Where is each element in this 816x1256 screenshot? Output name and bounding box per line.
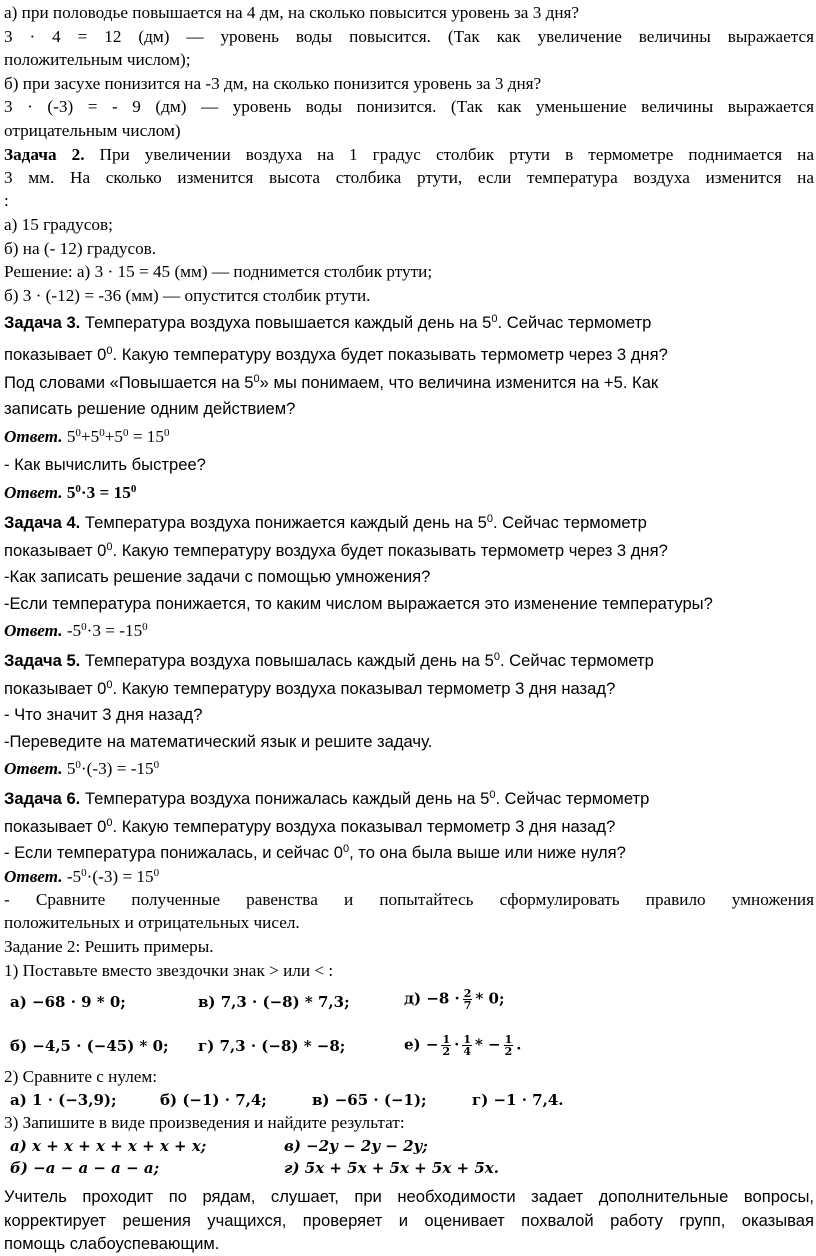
text-line: отрицательным числом)	[4, 121, 181, 140]
text-line: - Что значит 3 дня назад?	[4, 705, 203, 724]
text-line: а) при половодье повышается на 4 дм, на сколько повысится уровень за 3 дня?	[4, 3, 580, 22]
answer-label: Ответ.	[4, 867, 63, 886]
exercise-1-title: 1) Поставьте вместо звездочки знак > или < :	[4, 961, 334, 980]
exercise-1-d: д) −8 · $\frac{2}{7}$ * 0;	[404, 987, 505, 1012]
exercise-3-a: а) x + x + x + x + x + x;	[10, 1137, 207, 1155]
exercise-1-e: е) − $\frac{1}{2}$ · $\frac{1}{4}$ * − $\frac{1}{2}$ .	[404, 1033, 522, 1058]
text-line: положительным числом);	[4, 50, 191, 69]
text-line: :	[4, 191, 9, 210]
text-line: Учитель проходит по рядам, слушает, при необходимости задает дополнительные вопросы,	[4, 1187, 814, 1206]
text-line: 3 · (-3) = - 9 (дм) — уровень воды понизится. (Так как уменьшение величины выражается	[4, 97, 814, 116]
text-line: корректирует решения учащихся, проверяет и оценивает похвалой работу групп, оказывая	[4, 1211, 814, 1230]
task-6-line: Задача 6. Температура воздуха понижалась каждый день на $5^0$. Сейчас термометр	[4, 789, 650, 808]
text-line: - Как вычислить быстрее?	[4, 455, 206, 474]
exercise-2-title: 2) Сравните с нулем:	[4, 1067, 158, 1086]
exercise-3-v: в) −2y − 2y − 2y;	[284, 1137, 428, 1155]
exercise-2-v: в) −65 · (−1);	[312, 1091, 427, 1109]
task-6-title: Задача 6.	[4, 789, 81, 808]
task-4-title: Задача 4.	[4, 513, 81, 532]
task-3-title: Задача 3.	[4, 313, 81, 332]
answer-label: Ответ.	[4, 483, 63, 502]
text-line: показывает $0^0$. Какую температуру воздуха будет показывать термометр через 3 дня?	[4, 345, 668, 364]
text-line: показывает $0^0$. Какую температуру воздуха показывал термометр 3 дня назад?	[4, 679, 616, 698]
answer-line: Ответ. $-5^0\cdot 3 = -15^0$	[4, 621, 148, 640]
task-2-title: Задача 2.	[4, 145, 85, 164]
task-5-title: Задача 5.	[4, 651, 81, 670]
answer-line: Ответ. $5^0\cdot 3 = 15^0$	[4, 483, 137, 502]
text-line: - Если температура понижалась, и сейчас $0^0$, то она была выше или ниже нуля?	[4, 843, 626, 862]
task-2-heading: Задание 2: Решить примеры.	[4, 937, 214, 956]
text-line: помощь слабоуспевающим.	[4, 1234, 220, 1253]
text-line: -Переведите на математический язык и решите задачу.	[4, 732, 433, 751]
answer-line: Ответ. $5^0+5^0+5^0 = 15^0$	[4, 427, 170, 446]
exercise-2-a: а) 1 · (−3,9);	[10, 1091, 117, 1109]
exercise-1-a: а) −68 · 9 * 0;	[10, 993, 126, 1011]
text-line: показывает $0^0$. Какую температуру воздуха будет показывать термометр через 3 дня?	[4, 541, 668, 560]
text-line: -Если температура понижается, то каким числом выражается это изменение температуры?	[4, 594, 713, 613]
exercise-3-title: 3) Запишите в виде произведения и найдите результат:	[4, 1113, 405, 1132]
task-4-line: Задача 4. Температура воздуха понижается каждый день на $5^0$. Сейчас термометр	[4, 513, 647, 532]
exercise-3-g: г) 5x + 5x + 5x + 5x + 5x.	[284, 1159, 499, 1177]
text-line: -Как записать решение задачи с помощью умножения?	[4, 567, 431, 586]
exercise-1-b: б) −4,5 · (−45) * 0;	[10, 1037, 169, 1055]
text-line: б) при засухе понизится на -3 дм, на сколько понизится уровень за 3 дня?	[4, 74, 542, 93]
text-line: б) на (- 12) градусов.	[4, 239, 157, 258]
text-line: б) 3 · (-12) = -36 (мм) — опустится столбик ртути.	[4, 286, 371, 305]
text-line: показывает $0^0$. Какую температуру воздуха показывал термометр 3 дня назад?	[4, 817, 616, 836]
answer-label: Ответ.	[4, 759, 63, 778]
text-line: - Сравните полученные равенства и попытайтесь сформулировать правило умножения	[4, 890, 814, 909]
answer-line: Ответ. $-5^0\cdot(-3) = 15^0$	[4, 867, 160, 886]
task-3-line: Задача 3. Температура воздуха повышается каждый день на $5^0$. Сейчас термометр	[4, 313, 652, 332]
exercise-1-v: в) 7,3 · (−8) * 7,3;	[198, 993, 350, 1011]
text-line: записать решение одним действием?	[4, 399, 296, 418]
exercise-2-g: г) −1 · 7,4.	[472, 1091, 564, 1109]
answer-label: Ответ.	[4, 427, 63, 446]
text-line: а) 15 градусов;	[4, 215, 113, 234]
text-line: 3 мм. На сколько изменится высота столбика ртути, если температура воздуха изменится на	[4, 168, 814, 187]
exercise-3-b: б) −a − a − a − a;	[10, 1159, 160, 1177]
text-line: Решение: а) 3 · 15 = 45 (мм) — поднимется столбик ртути;	[4, 262, 433, 281]
text-line: Под словами «Повышается на $5^0$» мы понимаем, что величина изменится на +5. Как	[4, 373, 659, 392]
exercise-1-g: г) 7,3 · (−8) * −8;	[198, 1037, 346, 1055]
text-line: 3 · 4 = 12 (дм) — уровень воды повысится. (Так как увеличение величины выражается	[4, 27, 814, 46]
text-line: положительных и отрицательных чисел.	[4, 913, 300, 932]
task-2-line: Задача 2. При увеличении воздуха на 1 градус столбик ртути в термометре поднимается на	[4, 145, 814, 164]
answer-line: Ответ. $5^0\cdot(-3) = -15^0$	[4, 759, 160, 778]
answer-label: Ответ.	[4, 621, 63, 640]
task-5-line: Задача 5. Температура воздуха повышалась каждый день на $5^0$. Сейчас термометр	[4, 651, 654, 670]
exercise-2-b: б) (−1) · 7,4;	[160, 1091, 267, 1109]
